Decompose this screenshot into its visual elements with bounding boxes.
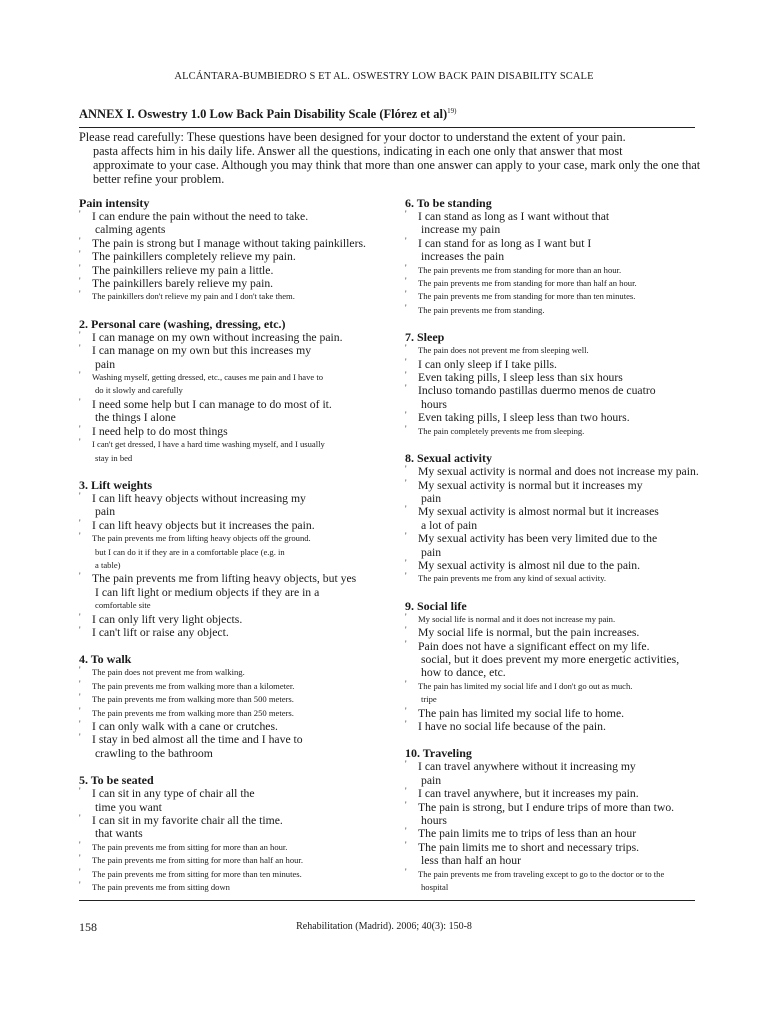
questionnaire-section [405, 451, 700, 586]
option-text-continued: calming agents [95, 223, 166, 237]
answer-option[interactable] [405, 210, 700, 237]
answer-option[interactable] [79, 210, 397, 237]
option-checkbox-mark[interactable]: ' [405, 209, 407, 219]
option-checkbox-mark[interactable]: ' [405, 383, 407, 394]
section-title: 9. Social life [405, 598, 467, 613]
answer-option[interactable] [79, 438, 397, 465]
option-text: I can only walk with a cane or crutches. [92, 720, 278, 733]
option-text: I can sit in any type of chair all the [92, 787, 255, 801]
option-text-continued: hospital [421, 882, 449, 893]
answer-option[interactable] [79, 250, 397, 263]
questionnaire-section [405, 746, 700, 894]
answer-option[interactable] [405, 559, 700, 572]
answer-option[interactable] [405, 613, 700, 626]
option-text: My social life is normal, but the pain increases. [418, 626, 640, 640]
left-column [79, 196, 397, 894]
option-checkbox-mark[interactable]: ' [79, 665, 81, 676]
option-text: The pain has limited my social life and I don't go out as much. [418, 680, 633, 691]
option-checkbox-mark[interactable]: ' [405, 289, 407, 300]
option-checkbox-mark[interactable]: ' [405, 302, 407, 313]
option-text-continued: do it slowly and carefully [95, 385, 183, 396]
option-text: The pain is strong but I manage without taking painkillers. [92, 236, 366, 250]
option-text: I stay in bed almost all the time and I have to [92, 733, 303, 747]
option-checkbox-mark[interactable]: ' [79, 343, 81, 354]
answer-option[interactable] [79, 264, 397, 277]
option-checkbox-mark[interactable]: ' [405, 276, 407, 287]
option-checkbox-mark[interactable]: ' [405, 504, 407, 515]
answer-option[interactable] [405, 787, 700, 800]
questionnaire-section [405, 330, 700, 438]
option-text-continued: hours [421, 814, 447, 828]
instructions-line: Please read carefully: These questions have been designed for your doctor to understand the extent of your pain. [79, 130, 626, 144]
answer-option[interactable] [405, 465, 700, 478]
section-spacer [79, 465, 397, 478]
questionnaire-section [79, 652, 397, 760]
option-text: The pain has limited my social life to home. [418, 706, 625, 720]
section-spacer [79, 639, 397, 652]
option-checkbox-mark[interactable]: ' [405, 678, 407, 689]
answer-option[interactable] [405, 479, 700, 506]
section-spacer [405, 586, 700, 599]
answer-option[interactable] [405, 760, 700, 787]
option-text: Even taking pills, I sleep less than six hours [418, 371, 623, 385]
section-title: 5. To be seated [79, 773, 154, 788]
option-checkbox-mark[interactable]: ' [405, 611, 407, 622]
option-checkbox-mark[interactable]: ' [79, 678, 81, 689]
option-text: I have no social life because of the pain. [418, 720, 606, 733]
option-text: The pain prevents me from traveling except to go to the doctor or to the [418, 868, 665, 879]
answer-option[interactable] [79, 277, 397, 290]
option-text: My sexual activity has been very limited due to the [418, 532, 658, 546]
option-text-continued: pain [421, 545, 442, 559]
option-checkbox-mark[interactable]: ' [79, 329, 81, 340]
option-checkbox-mark[interactable]: ' [405, 759, 407, 770]
option-checkbox-mark[interactable]: ' [405, 799, 407, 810]
option-text: My sexual activity is normal and does not increase my pain. [418, 465, 699, 479]
option-checkbox-mark[interactable]: ' [79, 705, 81, 716]
option-checkbox-mark[interactable]: ' [79, 262, 81, 273]
answer-option[interactable] [79, 331, 397, 344]
section-title: 10. Traveling [405, 746, 472, 761]
option-text: The pain is strong, but I endure trips of more than two. [418, 800, 675, 814]
option-text-continued: comfortable site [95, 600, 151, 611]
answer-option[interactable] [405, 640, 700, 680]
option-text: The painkillers relieve my pain a little. [92, 263, 274, 277]
answer-option[interactable] [405, 344, 700, 357]
option-text-continued: the things I alone [95, 411, 176, 425]
option-checkbox-mark[interactable]: ' [405, 531, 407, 542]
answer-option[interactable] [405, 358, 700, 371]
option-checkbox-mark[interactable]: ' [79, 866, 81, 877]
answer-option[interactable] [405, 425, 700, 438]
option-checkbox-mark[interactable]: ' [79, 249, 81, 260]
option-checkbox-mark[interactable]: ' [79, 423, 81, 434]
questionnaire-section [79, 773, 397, 894]
option-text: The pain prevents me from standing for more than half an hour. [418, 278, 637, 289]
instructions-line: approximate to your case. Although you may think that more than one answer can apply to your case, mark only the one that [93, 158, 701, 172]
annex-title-text: ANNEX I. Oswestry 1.0 Low Back Pain Disability Scale (Flórez et al) [79, 107, 448, 122]
option-text-continued: I can lift light or medium objects if they are in a [95, 585, 320, 599]
option-text-continued: less than half an hour [421, 854, 521, 868]
questionnaire-section [79, 196, 397, 304]
section-title: 6. To be standing [405, 196, 492, 210]
section-title: 7. Sleep [405, 330, 445, 345]
option-text: I can lift heavy objects but it increases the pain. [92, 518, 315, 532]
option-text-continued: a table) [95, 559, 121, 570]
option-checkbox-mark[interactable]: ' [405, 356, 407, 367]
option-text: My social life is normal and it does not increase my pain. [418, 613, 616, 624]
option-checkbox-mark[interactable]: ' [79, 880, 81, 891]
option-checkbox-mark[interactable]: ' [405, 719, 407, 729]
answer-option[interactable] [79, 854, 397, 867]
instructions [79, 130, 701, 186]
answer-option[interactable] [405, 264, 700, 277]
answer-option[interactable] [405, 532, 700, 559]
bottom-rule [79, 900, 695, 901]
section-title: 3. Lift weights [79, 477, 152, 492]
option-checkbox-mark[interactable]: ' [405, 423, 407, 434]
section-spacer [79, 304, 397, 317]
option-text-continued: increase my pain [421, 223, 501, 237]
section-spacer [405, 317, 700, 330]
answer-option[interactable] [79, 626, 397, 639]
option-text: I can lift heavy objects without increasing my [92, 491, 306, 505]
option-checkbox-mark[interactable]: ' [79, 437, 81, 448]
option-checkbox-mark[interactable]: ' [405, 464, 407, 475]
option-text: The pain prevents me from walking more than 250 meters. [92, 707, 294, 718]
option-text: The pain prevents me from standing for more than an hour. [418, 264, 622, 275]
page-number: 158 [79, 920, 97, 934]
option-checkbox-mark[interactable]: ' [405, 370, 407, 381]
option-text: The pain does not prevent me from walking. [92, 667, 245, 678]
option-text-continued: tripe [421, 694, 437, 705]
option-text-continued: pain [421, 773, 442, 787]
instructions-line: pasta affects him in his daily life. Answer all the questions, indicating in each one only that answer that most [93, 144, 623, 158]
option-checkbox-mark[interactable]: ' [79, 719, 81, 729]
option-text: I can travel anywhere without it increasing my [418, 760, 636, 774]
option-checkbox-mark[interactable]: ' [79, 531, 81, 542]
option-checkbox-mark[interactable]: ' [79, 289, 81, 300]
section-spacer [405, 733, 700, 746]
option-checkbox-mark[interactable]: ' [405, 638, 407, 649]
option-text: My sexual activity is almost normal but it increases [418, 505, 659, 519]
option-text: My sexual activity is normal but it increases my [418, 478, 643, 492]
option-checkbox-mark[interactable]: ' [79, 209, 81, 219]
answer-option[interactable] [405, 572, 700, 585]
answer-option[interactable] [405, 868, 700, 895]
answer-option[interactable] [79, 814, 397, 841]
option-checkbox-mark[interactable]: ' [79, 692, 81, 703]
option-text: My sexual activity is almost nil due to the pain. [418, 558, 641, 572]
option-text: The pain prevents me from sitting down [92, 882, 230, 893]
option-checkbox-mark[interactable]: ' [405, 343, 407, 354]
questionnaire-section [79, 478, 397, 639]
answer-option[interactable] [405, 505, 700, 532]
option-text-continued: pain [421, 491, 442, 505]
option-text: I can't get dressed, I have a hard time washing myself, and I usually [92, 439, 325, 450]
option-text: The pain prevents me from sitting for more than an hour. [92, 841, 288, 852]
answer-option[interactable] [79, 572, 397, 612]
answer-option[interactable] [405, 720, 700, 733]
option-text: The pain completely prevents me from sleeping. [418, 425, 585, 436]
option-checkbox-mark[interactable]: ' [405, 477, 407, 488]
answer-option[interactable] [79, 707, 397, 720]
option-text: Even taking pills, I sleep less than two hours. [418, 411, 630, 425]
answer-option[interactable] [405, 841, 700, 868]
option-text: The pain prevents me from sitting for more than ten minutes. [92, 868, 302, 879]
option-text: I can stand as long as I want without that [418, 210, 610, 223]
option-text: I can sit in my favorite chair all the time. [92, 814, 283, 828]
answer-option[interactable] [405, 290, 700, 303]
running-head: ALCÁNTARA-BUMBIEDRO S ET AL. OSWESTRY LOW BACK PAIN DISABILITY SCALE [174, 71, 594, 82]
section-title: 8. Sexual activity [405, 451, 492, 466]
option-checkbox-mark[interactable]: ' [405, 705, 407, 716]
option-text-continued: but I can do it if they are in a comfortable place (e.g. in [95, 546, 285, 557]
answer-option[interactable] [79, 290, 397, 303]
option-text: I can only lift very light objects. [92, 612, 243, 626]
answer-option[interactable] [79, 519, 397, 532]
option-text-continued: that wants [95, 827, 143, 841]
option-checkbox-mark[interactable]: ' [79, 571, 81, 582]
option-text: The pain prevents me from lifting heavy objects, but yes [92, 572, 357, 586]
answer-option[interactable] [405, 384, 700, 411]
option-checkbox-mark[interactable]: ' [405, 410, 407, 421]
option-text: I can't lift or raise any object. [92, 625, 229, 639]
option-checkbox-mark[interactable]: ' [79, 732, 81, 743]
answer-option[interactable] [79, 881, 397, 894]
section-spacer [79, 760, 397, 773]
option-text-continued: crawling to the bathroom [95, 746, 213, 760]
option-checkbox-mark[interactable]: ' [79, 396, 81, 407]
answer-option[interactable] [405, 827, 700, 840]
answer-option[interactable] [79, 787, 397, 814]
option-checkbox-mark[interactable]: ' [79, 370, 81, 381]
option-checkbox-mark[interactable]: ' [79, 813, 81, 824]
option-text: I can manage on my own without increasing the pain. [92, 330, 343, 344]
instructions-line: better refine your problem. [93, 172, 225, 186]
answer-option[interactable] [79, 733, 397, 760]
section-spacer [405, 438, 700, 451]
answer-option[interactable] [405, 411, 700, 424]
option-text: The painkillers completely relieve my pain. [92, 250, 296, 264]
option-text: I can only sleep if I take pills. [418, 357, 557, 371]
option-checkbox-mark[interactable]: ' [79, 276, 81, 287]
option-text: The pain prevents me from lifting heavy objects off the ground. [92, 533, 311, 544]
answer-option[interactable] [79, 425, 397, 438]
option-checkbox-mark[interactable]: ' [79, 490, 81, 501]
option-text: I can stand for as long as I want but I [418, 236, 592, 250]
option-text-continued: increases the pain [421, 250, 505, 264]
option-text: Washing myself, getting dressed, etc., causes me pain and I have to [92, 372, 324, 383]
option-checkbox-mark[interactable]: ' [79, 853, 81, 864]
journal-citation: Rehabilitation (Madrid). 2006; 40(3): 150-8 [296, 921, 472, 932]
questionnaire-section [405, 599, 700, 734]
option-text-continued: pain [95, 357, 116, 371]
answer-option[interactable] [79, 841, 397, 854]
top-rule [79, 127, 695, 128]
answer-option[interactable] [79, 720, 397, 733]
answer-option[interactable] [405, 801, 700, 828]
option-text-continued: time you want [95, 800, 162, 814]
answer-option[interactable] [79, 398, 397, 425]
option-checkbox-mark[interactable]: ' [405, 625, 407, 636]
option-checkbox-mark[interactable]: ' [79, 517, 81, 528]
answer-option[interactable] [405, 680, 700, 707]
option-text-continued: hours [421, 397, 447, 411]
option-checkbox-mark[interactable]: ' [405, 262, 407, 273]
option-checkbox-mark[interactable]: ' [405, 571, 407, 582]
option-checkbox-mark[interactable]: ' [405, 839, 407, 850]
option-text: I need some help but I can manage to do most of it. [92, 397, 332, 411]
option-text-continued: how to dance, etc. [421, 666, 506, 680]
option-text: The painkillers barely relieve my pain. [92, 277, 274, 291]
answer-option[interactable] [405, 237, 700, 264]
option-checkbox-mark[interactable]: ' [79, 235, 81, 246]
answer-option[interactable] [79, 492, 397, 519]
questionnaire-section [405, 196, 700, 317]
section-title: 2. Personal care (washing, dressing, etc.) [79, 316, 286, 331]
option-text: I can manage on my own but this increases my [92, 344, 312, 358]
option-text: Pain does not have a significant effect on my life. [418, 639, 650, 653]
answer-option[interactable] [79, 666, 397, 679]
option-text: The pain prevents me from walking more than 500 meters. [92, 694, 294, 705]
option-checkbox-mark[interactable]: ' [405, 786, 407, 797]
option-text-continued: a lot of pain [421, 518, 478, 532]
option-text: The pain prevents me from sitting for more than half an hour. [92, 855, 303, 866]
option-text: The painkillers don't relieve my pain and I don't take them. [92, 291, 295, 302]
answer-option[interactable] [79, 693, 397, 706]
option-text: The pain limits me to short and necessary trips. [418, 840, 640, 854]
option-text: I can endure the pain without the need to take. [92, 210, 309, 223]
option-text: Incluso tomando pastillas duermo menos de cuatro [418, 384, 656, 398]
answer-option[interactable] [405, 626, 700, 639]
option-text-continued: stay in bed [95, 452, 133, 463]
option-text: The pain prevents me from standing. [418, 304, 545, 315]
answer-option[interactable] [405, 277, 700, 290]
answer-option[interactable] [79, 371, 397, 398]
answer-option[interactable] [79, 344, 397, 371]
option-checkbox-mark[interactable]: ' [79, 839, 81, 850]
answer-option[interactable] [79, 680, 397, 693]
answer-option[interactable] [79, 613, 397, 626]
answer-option[interactable] [405, 371, 700, 384]
option-checkbox-mark[interactable]: ' [405, 235, 407, 246]
annex-reference: 19) [447, 107, 457, 115]
option-checkbox-mark[interactable]: ' [79, 624, 81, 635]
right-column [405, 196, 700, 894]
option-checkbox-mark[interactable]: ' [79, 611, 81, 622]
option-checkbox-mark[interactable]: ' [79, 786, 81, 797]
answer-option[interactable] [79, 532, 397, 572]
answer-option[interactable] [79, 868, 397, 881]
option-text: The pain prevents me from walking more than a kilometer. [92, 680, 295, 691]
option-text-continued: social, but it does prevent my more energetic activities, [421, 652, 680, 666]
questionnaire-section [79, 317, 397, 465]
annex-title [79, 107, 456, 122]
section-title: 4. To walk [79, 652, 132, 667]
option-text: The pain prevents me from standing for more than ten minutes. [418, 291, 636, 302]
section-title: Pain intensity [79, 196, 150, 210]
option-text: I can travel anywhere, but it increases my pain. [418, 787, 639, 801]
option-checkbox-mark[interactable]: ' [405, 826, 407, 837]
option-text-continued: pain [95, 505, 116, 519]
option-text: The pain limits me to trips of less than an hour [418, 827, 637, 841]
answer-option[interactable] [405, 304, 700, 317]
option-checkbox-mark[interactable]: ' [405, 866, 407, 877]
option-text: The pain prevents me from any kind of sexual activity. [418, 573, 606, 584]
option-text: I need help to do most things [92, 424, 228, 438]
answer-option[interactable] [405, 707, 700, 720]
option-checkbox-mark[interactable]: ' [405, 557, 407, 568]
option-text: The pain does not prevent me from sleeping well. [418, 345, 589, 356]
answer-option[interactable] [79, 237, 397, 250]
